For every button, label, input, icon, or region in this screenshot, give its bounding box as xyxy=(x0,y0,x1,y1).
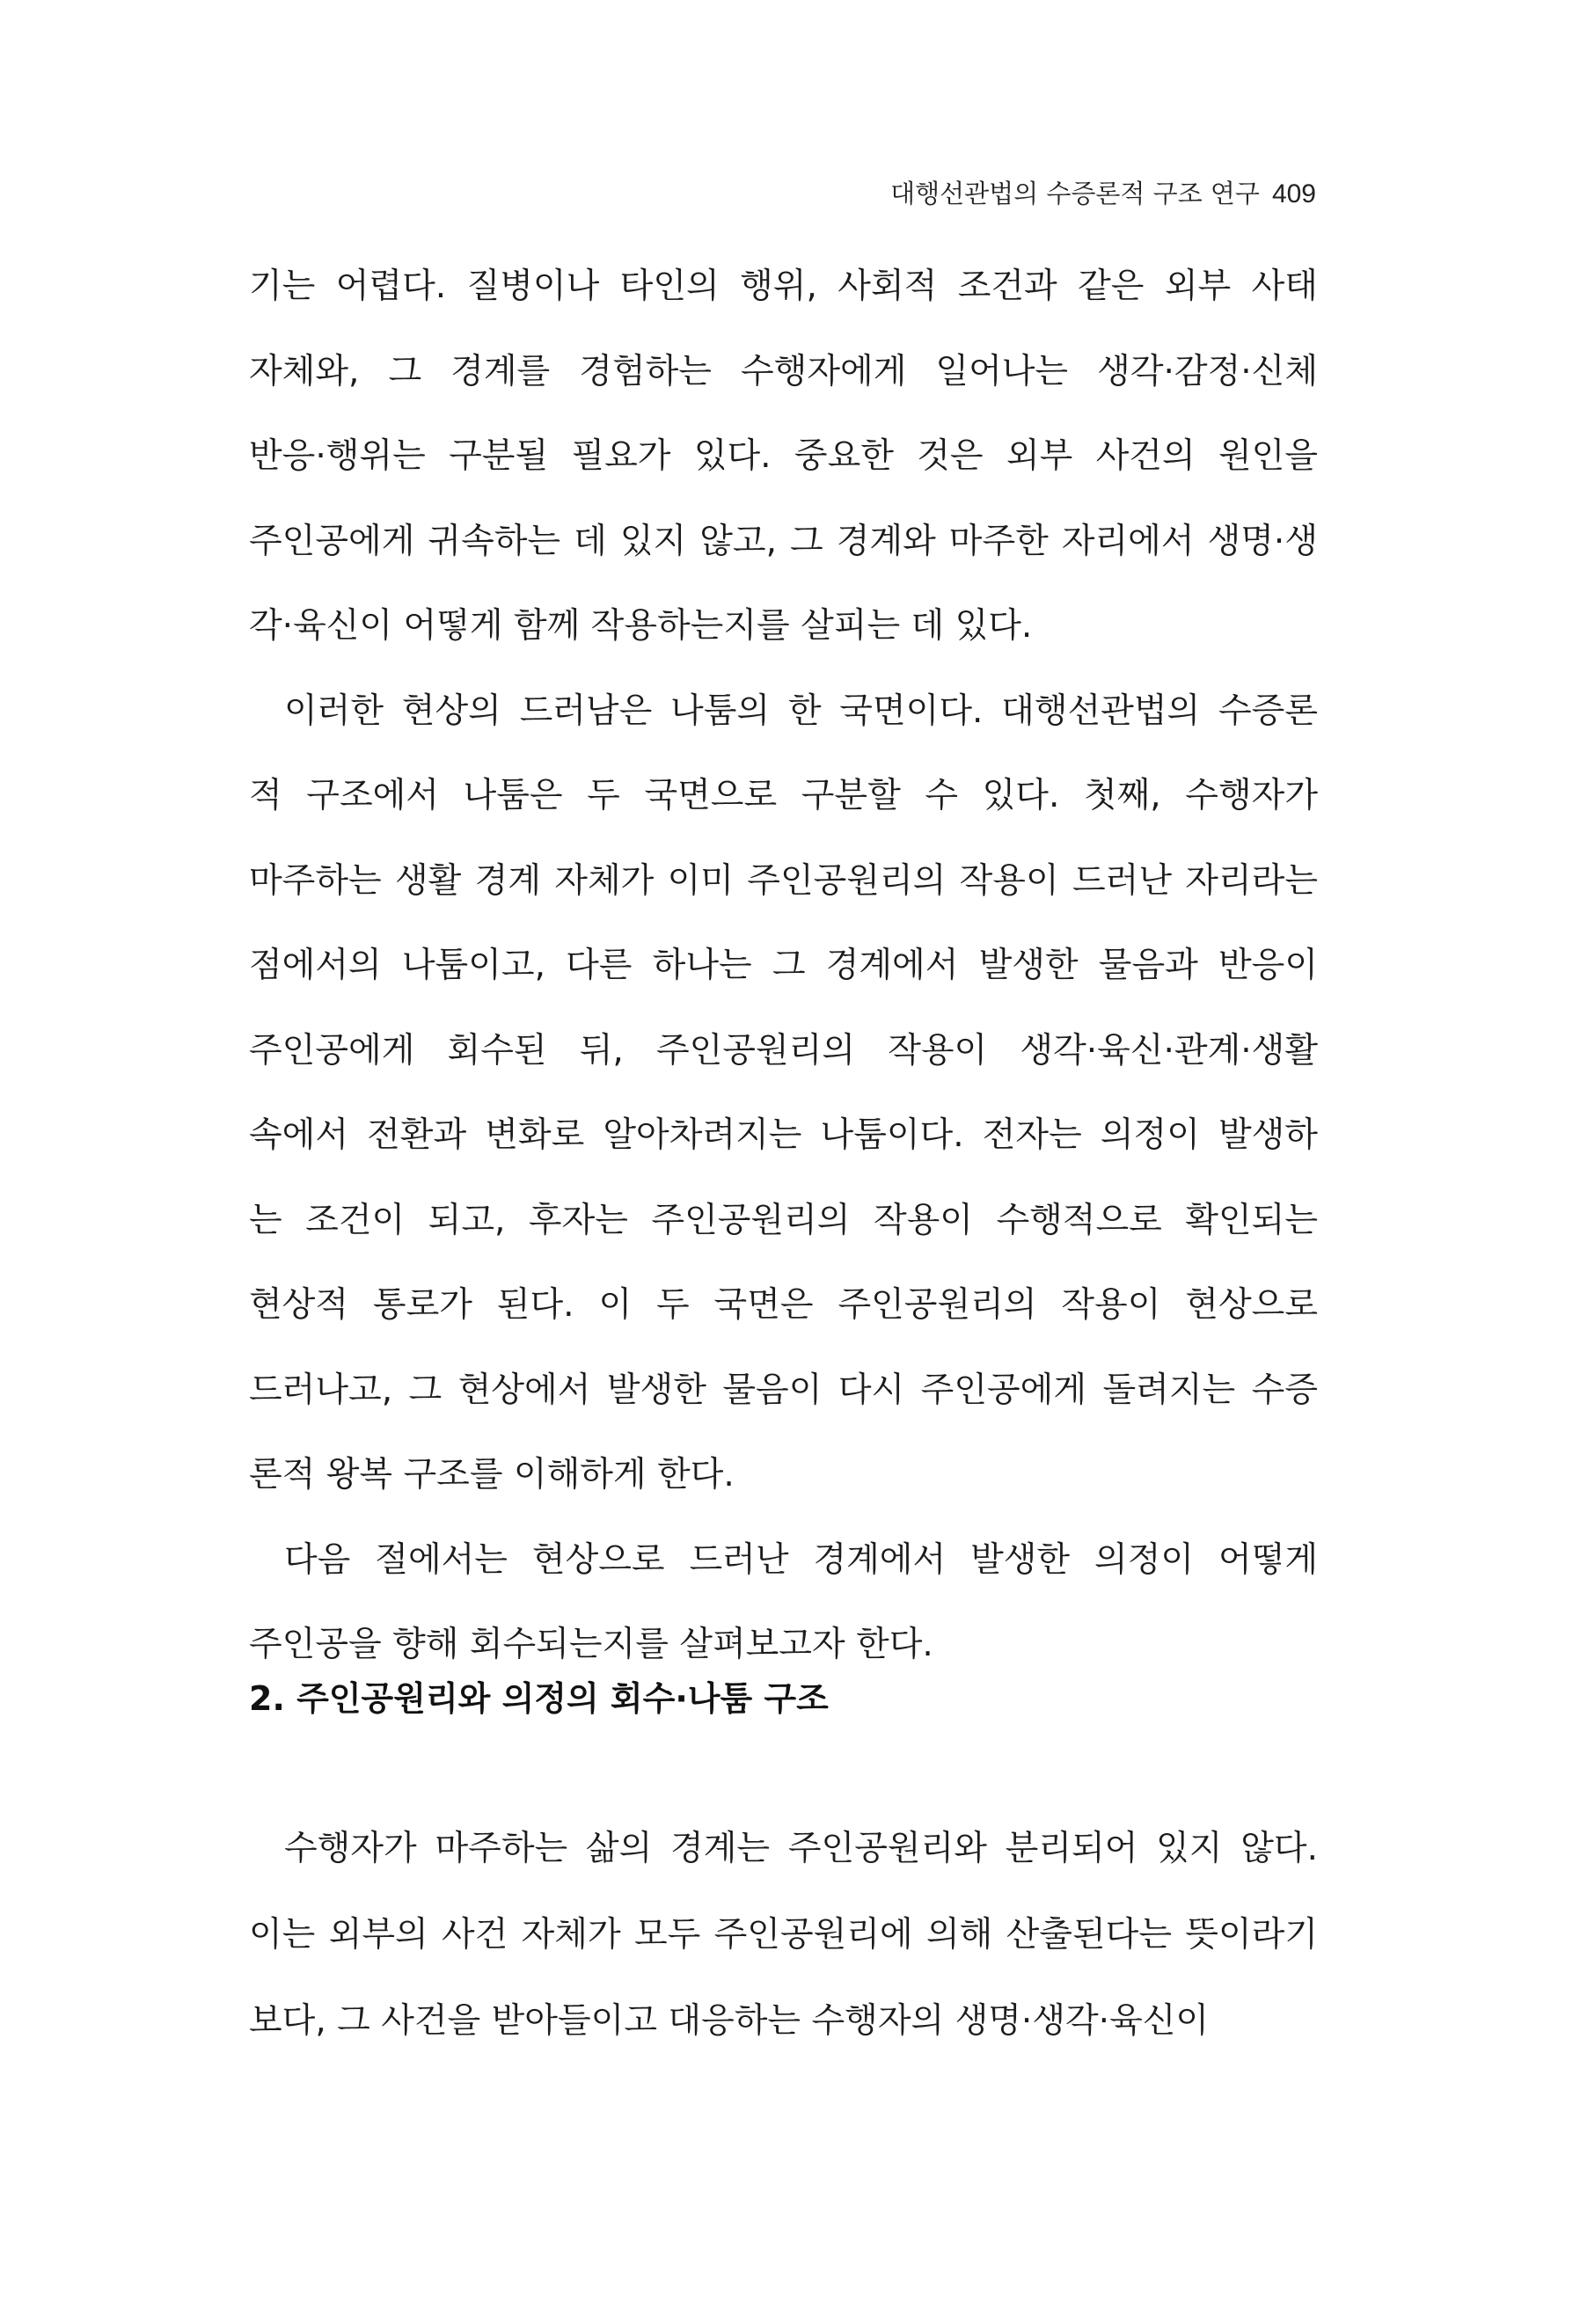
text-line: 주인공에게 귀속하는 데 있지 않고, 그 경계와 마주한 자리에서 생명·생 xyxy=(249,521,1318,561)
text-line: 보다, 그 사건을 받아들이고 대응하는 수행자의 생명·생각·육신이 xyxy=(249,2001,1210,2041)
text-line: 점에서의 나툼이고, 다른 하나는 그 경계에서 발생한 물음과 반응이 xyxy=(249,946,1318,985)
text-line: 주인공에게 회수된 뒤, 주인공원리의 작용이 생각·육신·관계·생활 xyxy=(249,1030,1318,1071)
text-line: 각·육신이 어떻게 함께 작용하는지를 살피는 데 있다. xyxy=(249,606,1033,646)
text-line: 주인공을 향해 회수되는지를 살펴보고자 한다. xyxy=(249,1625,933,1664)
text-line: 자체와, 그 경계를 경험하는 수행자에게 일어나는 생각·감정·신체 xyxy=(249,351,1318,391)
text-line: 론적 왕복 구조를 이해하게 한다. xyxy=(249,1455,735,1495)
text-line: 기는 어렵다. 질병이나 타인의 행위, 사회적 조건과 같은 외부 사태 xyxy=(249,267,1318,306)
text-line: 마주하는 생활 경계 자체가 이미 주인공원리의 작용이 드러난 자리라는 xyxy=(249,860,1318,901)
text-line: 다음 절에서는 현상으로 드러난 경계에서 발생한 의정이 어떻게 xyxy=(284,1539,1318,1580)
running-title: 대행선관법의 수증론적 구조 연구 xyxy=(890,179,1260,208)
text-line: 속에서 전환과 변화로 알아차려지는 나툼이다. 전자는 의정이 발생하 xyxy=(249,1115,1318,1155)
text-line: 수행자가 마주하는 삶의 경계는 주인공원리와 분리되어 있지 않다. xyxy=(284,1829,1318,1868)
text-line: 이러한 현상의 드러남은 나툼의 한 국면이다. 대행선관법의 수증론 xyxy=(284,691,1318,731)
text-line: 반응·행위는 구분될 필요가 있다. 중요한 것은 외부 사건의 원인을 xyxy=(249,436,1318,476)
running-header xyxy=(890,174,1316,210)
page-number: 409 xyxy=(1271,179,1316,208)
text-line: 적 구조에서 나툼은 두 국면으로 구분할 수 있다. 첫째, 수행자가 xyxy=(249,776,1318,815)
text-line: 이는 외부의 사건 자체가 모두 주인공원리에 의해 산출된다는 뜻이라기 xyxy=(249,1915,1318,1955)
section-heading: 2. 주인공원리와 의정의 회수·나툼 구조 xyxy=(249,1679,829,1718)
text-line: 드러나고, 그 현상에서 발생한 물음이 다시 주인공에게 돌려지는 수증 xyxy=(249,1370,1318,1410)
text-line: 현상적 통로가 된다. 이 두 국면은 주인공원리의 작용이 현상으로 xyxy=(249,1285,1318,1325)
text-line: 는 조건이 되고, 후자는 주인공원리의 작용이 수행적으로 확인되는 xyxy=(249,1200,1318,1240)
